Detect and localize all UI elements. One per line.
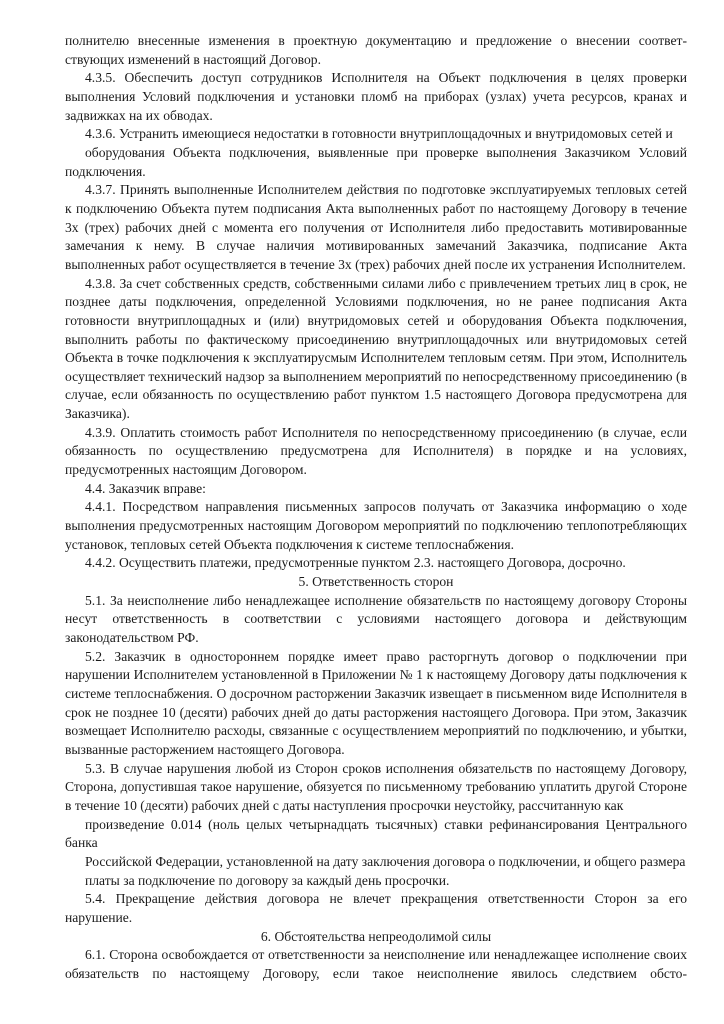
paragraph-6-1: 6.1. Сторона освобождается от ответственности за неисполнение или ненадлежащее исполнение своих обязательств по настоящему Договору, если такое неисполнение явилось следствием обсто- xyxy=(65,947,687,981)
paragraph-5-3-part2: произведение 0.014 (ноль целых четырнадцать тысячных) ставки рефинансирования Центрального банка xyxy=(65,816,687,851)
paragraph-5-3-part1: 5.3. В случае нарушения любой из Сторон сроков исполнения обязательств по настоящему Договору, Сторона, допустившая такое нарушение, обязуется по письменному требованию уплатить другой Стороне в течение 10 (десяти) рабочих дней с даты наступления просрочки неустойку, рассчитанную как xyxy=(65,760,687,813)
paragraph-4-3-9: 4.3.9. Оплатить стоимость работ Исполнителя по непосредственному присоединению (в случае, если обязанность по осуществлению предусмотрена для Исполнителя) в порядке и на условиях, предусмотренных настоящим Договором. xyxy=(65,424,687,478)
paragraph-5-4: 5.4. Прекращение действия договора не влечет прекращения ответственности Сторон за его нарушение. xyxy=(65,891,687,925)
document-page xyxy=(65,32,687,983)
paragraph-5-3-part4: платы за подключение по договору за каждый день просрочки. xyxy=(85,872,450,888)
paragraph-4-4-2: 4.4.2. Осуществить платежи, предусмотренные пунктом 2.3. настоящего Договора, досрочно. xyxy=(85,555,626,571)
paragraph-5-1: 5.1. За неисполнение либо ненадлежащее исполнение обязательств по настоящему договору Стороны несут ответственность в соответствии с условиями настоящего договора и действующим законодательством РФ. xyxy=(65,592,687,645)
paragraph-4-3-8: 4.3.8. За счет собственных средств, собственными силами либо с привлечением третьих лиц в срок, не позднее даты подключения, определенной Условиями подключения, но не ранее подписания Акта готовности внутриплощадных и (или) внутридомовых сетей и оборудования Объекта подключения, выполнить работы по фактическому присоединению внутриплощадочных или внутридомовых сетей Объекта в точке подключения к эксплуатирусмым Исполнителем тепловым сетям. При этом, Исполнитель осуществляет технический надзор за выполнением мероприятий по непосредственному присоединению (в случае, если обязанность по осуществлению работ пунктом 1.5 настоящего Договора предусмотрена для Заказчика). xyxy=(65,275,687,422)
paragraph-4-3-6-part2: оборудования Объекта подключения, выявленные при проверке выполнения Заказчиком Условий подключения. xyxy=(65,144,687,179)
paragraph-4-3-4-continuation: полнителю внесенные изменения в проектную документацию и предложение о внесении соответствующих изменений в настоящий Договор. xyxy=(65,33,687,67)
paragraph-4-3-7: 4.3.7. Принять выполненные Исполнителем действия по подготовке эксплуатируемых тепловых сетей к подключению Объекта путем подписания Акта выполненных работ по настоящему Договору в течение 3х (трех) рабочих дней с момента его получения от Исполнителя либо предоставить мотивированные замечания к нему. В случае наличия мотивированных замечаний Заказчика, подписание Акта выполненных работ осуществляется в течение 3х (трех) рабочих дней после их устранения Исполнителем. xyxy=(65,182,687,272)
paragraph-4-4: 4.4. Заказчик вправе: xyxy=(85,480,206,496)
paragraph-4-3-6-part1: 4.3.6. Устранить имеющиеся недостатки в готовности внутриплощадочных и внутридомовых сетей и xyxy=(85,126,673,142)
paragraph-4-4-1: 4.4.1. Посредством направления письменных запросов получать от Заказчика информацию о ходе выполнения предусмотренных настоящим Договором мероприятий по подключению теплопотребляющих установок, тепловых сетей Объекта подключения к системе теплоснабжения. xyxy=(65,499,687,552)
paragraph-5-3-part3: Российской Федерации, установленной на дату заключения договора о подключении, и общего размера xyxy=(85,853,686,869)
section-heading-5: 5. Ответственность сторон xyxy=(298,574,454,590)
paragraph-5-2: 5.2. Заказчик в одностороннем порядке имеет право расторгнуть договор о подключении при нарушении Исполнителем установленной в Приложении № 1 к настоящему Договору даты подключения к системе теплоснабжения. О досрочном расторжении Заказчик извещает в письменном виде Исполнителя в срок не позднее 10 (десяти) рабочих дней до даты расторжения настоящего Договора. При этом, Заказчик возмещает Исполнителю расходы, связанные с осуществлением мероприятий по подключению, и убытки, вызванные расторжением настоящего Договора. xyxy=(65,648,687,757)
paragraph-4-3-5: 4.3.5. Обеспечить доступ сотрудников Исполнителя на Объект подключения в целях проверки выполнения Условий подключения и установки пломб на приборах (узлах) учета ресурсов, кранах и задвижках на их обводах. xyxy=(65,70,687,123)
section-heading-6: 6. Обстоятельства непреодолимой силы xyxy=(260,928,492,944)
